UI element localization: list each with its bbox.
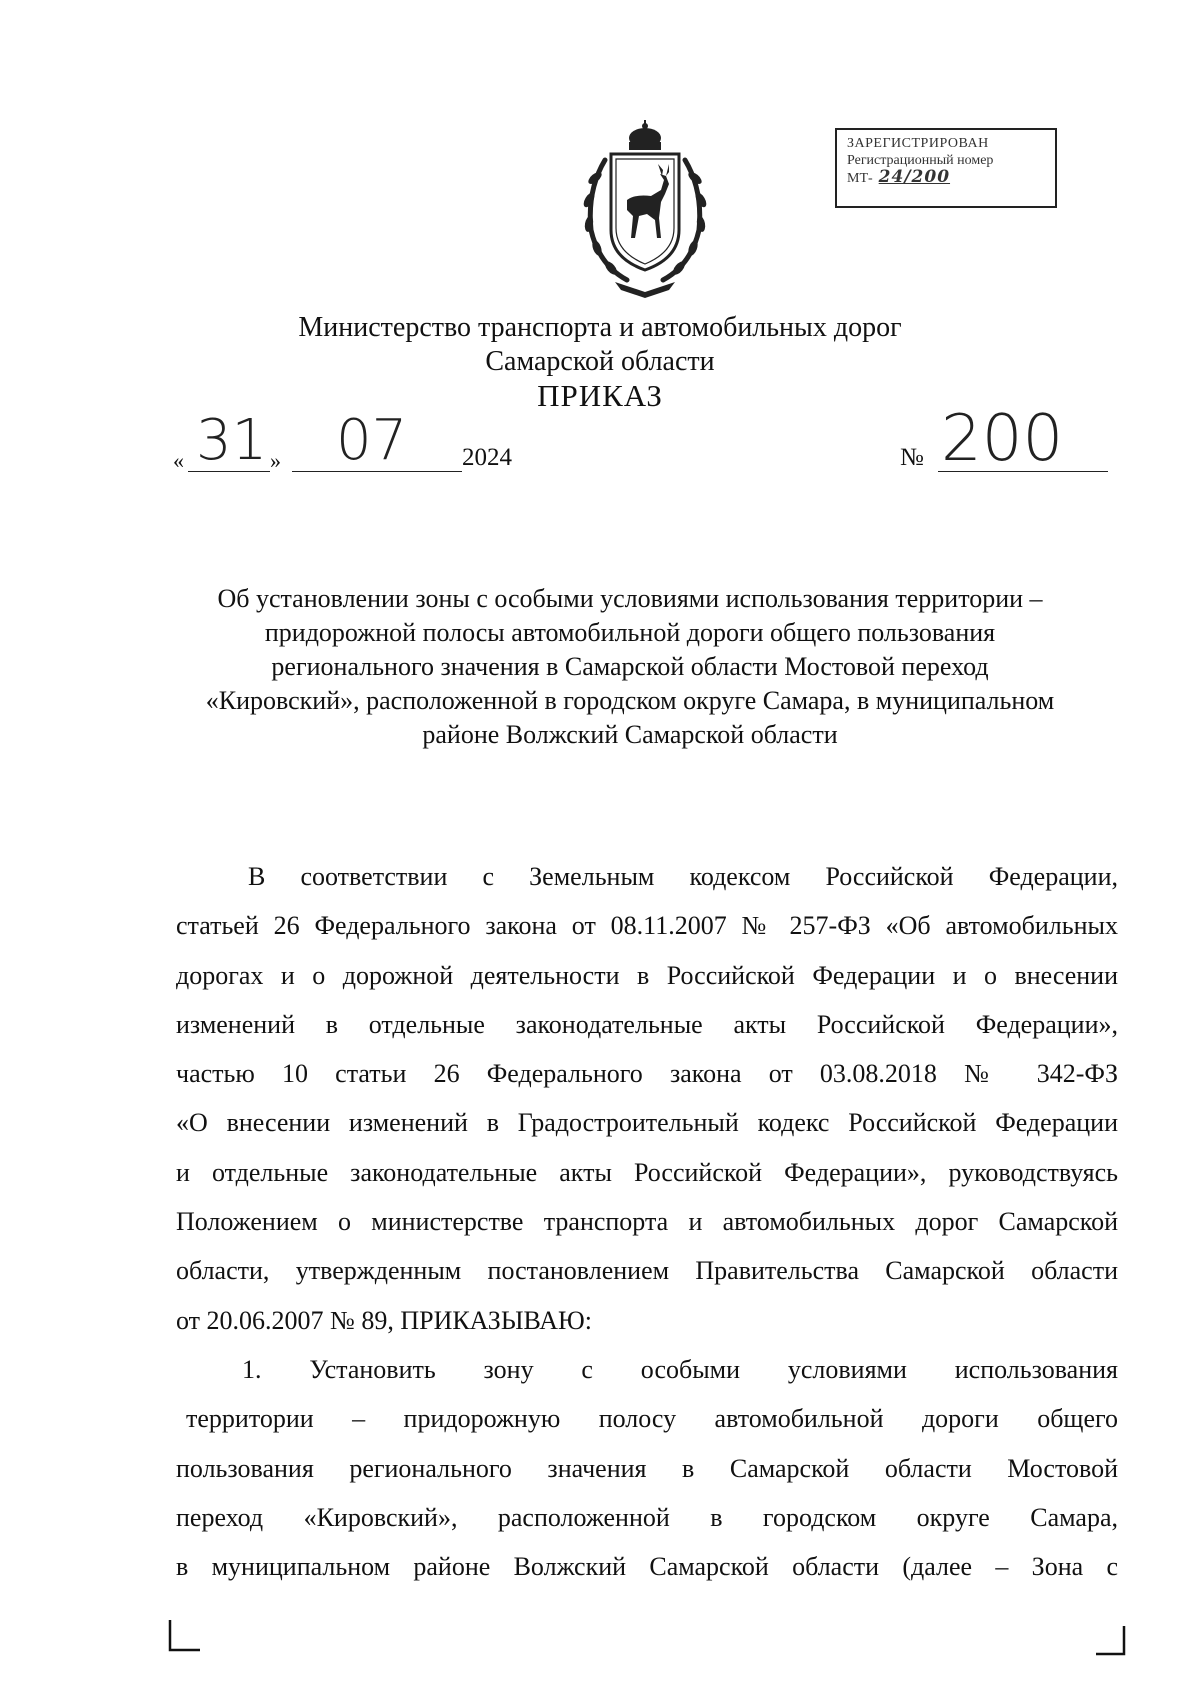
date-close-quote: » (270, 448, 281, 473)
body-line: Положением о министерстве транспорта и автомобильных дорог Самарской (176, 1207, 1118, 1237)
body-line: и отдельные законодательные акты Российской Федерации», руководствуясь (176, 1157, 1118, 1187)
stamp-reg-number-label: Регистрационный номер (847, 153, 994, 168)
date-day: 31 (196, 408, 268, 473)
body-line: от 20.06.2007 № 89, ПРИКАЗЫВАЮ: (176, 1305, 592, 1335)
date-day-underline (188, 471, 270, 472)
ministry-name-line2: Самарской области (485, 346, 715, 377)
subject-line: Об установлении зоны с особыми условиями использования территории – (217, 584, 1043, 613)
order-number-sign: № (900, 444, 924, 471)
subject-line: регионального значения в Самарской области Мостовой переход (271, 652, 989, 681)
body-line: «О внесении изменений в Градостроительный кодекс Российской Федерации (176, 1108, 1118, 1138)
corner-mark-left (168, 1618, 204, 1654)
body-line: изменений в отдельные законодательные акты Российской Федерации», (176, 1009, 1118, 1039)
corner-mark-right (1092, 1624, 1128, 1660)
body-line: в муниципальном районе Волжский Самарской области (далее – Зона с (176, 1552, 1118, 1582)
stamp-prefix: МТ- (847, 171, 873, 186)
ministry-name-line1: Министерство транспорта и автомобильных дорог (298, 312, 902, 343)
body-line: пользования регионального значения в Самарской области Мостовой (176, 1453, 1118, 1483)
coat-of-arms-emblem (565, 120, 725, 300)
body-line: области, утвержденным постановлением Правительства Самарской области (176, 1256, 1118, 1286)
order-body (176, 852, 1118, 1591)
body-line: территории – придорожную полосу автомобильной дороги общего (186, 1404, 1118, 1434)
registration-stamp (835, 128, 1057, 208)
subject-line: придорожной полосы автомобильной дороги общего пользования (264, 618, 996, 647)
body-line: В соответствии с Земельным кодексом Российской Федерации, (248, 862, 1118, 891)
date-month-underline (292, 471, 462, 472)
body-line: статьей 26 Федерального закона от 08.11.2007 № 257-ФЗ «Об автомобильных (176, 911, 1118, 941)
body-line: 1. Установить зону с особыми условиями использования (242, 1354, 1118, 1384)
subject-line: районе Волжский Самарской области (422, 720, 838, 749)
body-line: дорогах и о дорожной деятельности в Российской Федерации и о внесении (176, 960, 1118, 990)
stamp-handwritten-number: 24/200 (878, 167, 951, 187)
body-line: переход «Кировский», расположенной в городском округе Самара, (176, 1502, 1118, 1532)
subject-line: «Кировский», расположенной в городском округе Самара, в муниципальном (205, 686, 1055, 715)
body-line: частью 10 статьи 26 Федерального закона от 03.08.2018 № 342-ФЗ (176, 1059, 1118, 1089)
date-open-quote: « (173, 448, 184, 473)
date-month: 07 (336, 408, 408, 473)
order-number: 200 (941, 402, 1064, 476)
order-subject (160, 582, 1100, 752)
order-number-underline (938, 471, 1108, 472)
crown-icon (629, 120, 661, 150)
date-year: 2024 (462, 444, 512, 471)
stamp-registered-label: ЗАРЕГИСТРИРОВАН (847, 136, 989, 151)
order-title: ПРИКАЗ (537, 378, 663, 413)
